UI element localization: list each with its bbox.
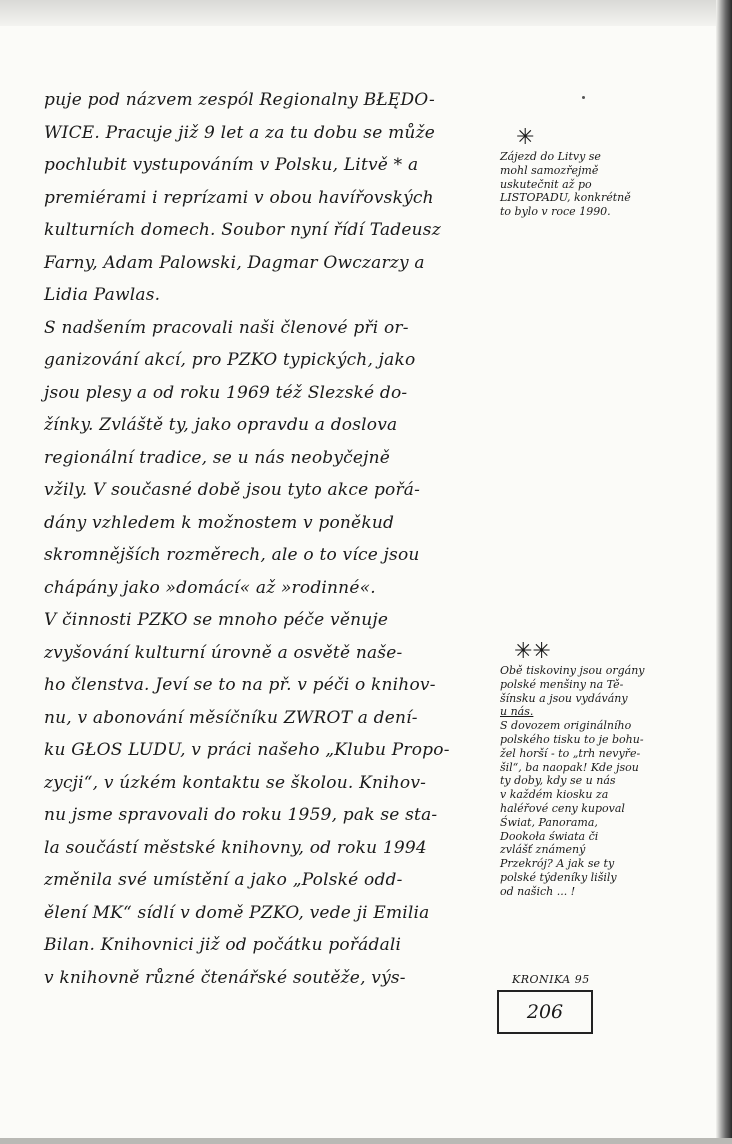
text-line: premiérami i reprízami v obou havířovských xyxy=(44,187,434,208)
note-line: žel horší - to „trh nevyře- xyxy=(500,746,641,760)
note-line: od našich ... ! xyxy=(500,884,576,898)
ink-dot xyxy=(582,96,585,99)
main-text-column xyxy=(44,84,496,994)
text-line: ho členstva. Jeví se to na př. v péči o knihov- xyxy=(44,675,436,695)
scan-edge-top xyxy=(0,0,732,26)
note-line: Przekrój? A jak se ty xyxy=(500,857,615,871)
text-line: puje pod názvem zespól Regionalny BŁĘDO- xyxy=(44,90,435,110)
text-line: zvyšování kulturní úrovně a osvětě naše- xyxy=(44,642,403,663)
note-line: S dovozem originálního xyxy=(500,719,632,733)
note-line: uskutečnit až po xyxy=(500,177,592,191)
text-line: kulturních domech. Soubor nyní řídí Tadeusz xyxy=(44,220,441,240)
text-line: regionální tradice, se u nás neobyčejně xyxy=(44,447,390,468)
note-line: zvlášť známený xyxy=(500,843,586,857)
page-number: 206 xyxy=(497,990,593,1034)
text-line: vžily. V současné době jsou tyto akce pořá- xyxy=(44,480,421,500)
scan-edge-right xyxy=(716,0,732,1144)
text-line: ganizování akcí, pro PZKO typických, jako xyxy=(44,350,416,370)
note-line: to bylo v roce 1990. xyxy=(500,205,611,219)
note-line: Świat, Panorama, xyxy=(500,815,598,829)
note-line: LISTOPADU, konkrétně xyxy=(500,191,631,205)
note-line: šil“, ba naopak! Kde jsou xyxy=(500,760,639,774)
text-line: skromnějších rozměrech, ale o to více jsou xyxy=(44,545,420,565)
note-line: polského tisku to je bohu- xyxy=(500,732,644,746)
text-line: chápány jako »domácí« až »rodinné«. xyxy=(44,577,376,598)
note-line: v každém kiosku za xyxy=(500,788,609,802)
text-line: pochlubit vystupováním v Polsku, Litvě * a xyxy=(44,155,419,175)
asterisk-icon: ✳ xyxy=(516,125,535,150)
text-line: zycji“, v úzkém kontaktu se školou. Knihov- xyxy=(44,772,427,793)
text-line: Lidia Pawlas. xyxy=(44,285,161,305)
margin-note-2 xyxy=(500,640,700,899)
scan-edge-bottom xyxy=(0,1138,732,1144)
text-line: v knihovně různé čtenářské soutěže, výs- xyxy=(44,967,406,988)
double-asterisk-icon: ✳✳ xyxy=(514,639,551,664)
note-line: Zájezd do Litvy se xyxy=(500,150,601,163)
note-line: Dookoła świata či xyxy=(500,829,599,843)
note-line: ty doby, kdy se u nás xyxy=(500,774,616,788)
text-line: WICE. Pracuje již 9 let a za tu dobu se může xyxy=(44,122,435,143)
text-line: žínky. Zvláště ty, jako opravdu a doslova xyxy=(44,415,398,435)
margin-note-1 xyxy=(500,126,700,219)
note-line: mohl samozřejmě xyxy=(500,163,599,177)
text-line: jsou plesy a od roku 1969 též Slezské do- xyxy=(44,382,408,403)
text-line: ku GŁOS LUDU, v práci našeho „Klubu Propo- xyxy=(44,740,450,760)
text-line: změnila své umístění a jako „Polské odd- xyxy=(44,870,403,890)
note-line: Obě tiskoviny jsou orgány xyxy=(500,664,645,677)
text-line: ělení MK“ sídlí v domě PZKO, vede ji Emilia xyxy=(44,902,430,923)
text-line: nu, v abonování měsíčníku ZWROT a dení- xyxy=(44,707,418,728)
chronicle-label: KRONIKA 95 xyxy=(512,973,590,986)
text-line: V činnosti PZKO se mnoho péče věnuje xyxy=(44,610,389,630)
note-line: haléřové ceny kupoval xyxy=(500,801,625,815)
note-line: polské menšiny na Tě- xyxy=(500,677,624,691)
note-line: šínsku a jsou vydávány xyxy=(500,691,628,705)
text-line: la součástí městské knihovny, od roku 1994 xyxy=(44,837,427,858)
text-line: nu jsme spravovali do roku 1959, pak se sta- xyxy=(44,805,438,825)
note-line: u nás. xyxy=(500,705,534,719)
text-line: Farny, Adam Palowski, Dagmar Owczarzy a xyxy=(44,252,425,273)
text-line: dány vzhledem k možnostem v poněkud xyxy=(44,512,395,533)
text-line: Bilan. Knihovnici již od počátku pořádali xyxy=(44,935,402,955)
text-line: S nadšením pracovali naši členové při or- xyxy=(44,317,409,338)
note-line: polské týdeníky lišily xyxy=(500,870,617,884)
